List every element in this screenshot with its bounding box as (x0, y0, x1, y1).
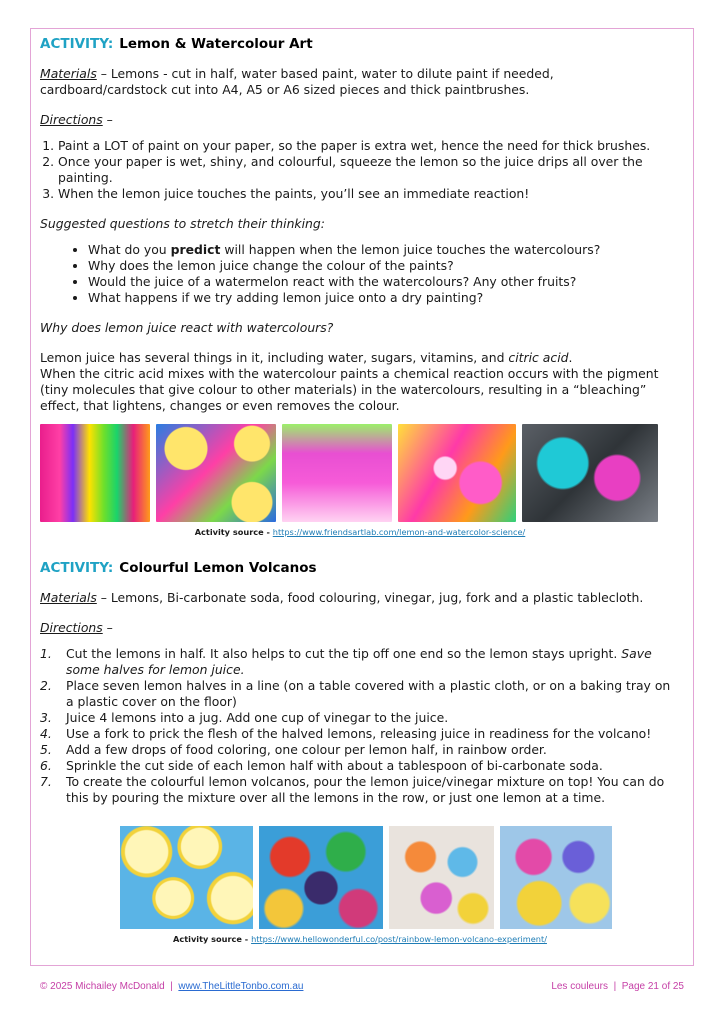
directions-list (40, 138, 680, 202)
materials-paragraph (40, 590, 680, 606)
list-item (40, 774, 680, 806)
footer-left (40, 981, 303, 992)
list-item: • Why does the lemon juice change the colour of the paints? (88, 258, 680, 274)
directions-heading (40, 112, 680, 128)
list-item: • What happens if we try adding lemon juice onto a dry painting? (88, 290, 680, 306)
photo-watercolour-stripes (40, 424, 150, 522)
q1-before: What do you (88, 242, 171, 257)
photo-pink-wash (282, 424, 392, 522)
step-text: To create the colourful lemon volcanos, pour the lemon juice/vinegar mixture on top! You can do this by pouring the mixture over all the lemons in the row, or just one lemon at a time. (66, 774, 665, 805)
activity-label: ACTIVITY: (40, 560, 114, 576)
list-item (40, 646, 680, 678)
photo-lemon-volcanos (500, 826, 612, 929)
why-heading: Why does lemon juice react with watercolours? (40, 320, 334, 335)
list-item: 3. When the lemon juice touches the paints, you’ll see an immediate reaction! (58, 186, 680, 202)
activity-title: Lemon & Watercolour Art (119, 36, 313, 52)
source-label: Activity source - (194, 527, 273, 537)
step-number: 6. (40, 758, 52, 773)
step-text: Sprinkle the cut side of each lemon half with about a tablespoon of bi-carbonate soda. (66, 758, 603, 773)
step-number: 4. (40, 726, 52, 741)
photo-lemon-halves (120, 826, 253, 929)
photo-coloured-lemons (259, 826, 383, 929)
activity-label: ACTIVITY: (40, 36, 114, 52)
q1-after: will happen when the lemon juice touches the watercolours? (220, 242, 601, 257)
list-item (40, 758, 680, 774)
source-label: Activity source - (173, 934, 252, 944)
photo-strip-1 (40, 424, 680, 522)
source-link[interactable]: https://www.hellowonderful.co/post/rainbow-lemon-volcano-experiment/ (251, 934, 547, 944)
source-link[interactable]: https://www.friendsartlab.com/lemon-and-watercolor-science/ (272, 527, 526, 537)
list-item (40, 742, 680, 758)
why-p1-before: Lemon juice has several things in it, including water, sugars, vitamins, and (40, 350, 509, 365)
photo-bleached-splash (398, 424, 516, 522)
list-item: • Would the juice of a watermelon react with the watercolours? Any other fruits? (88, 274, 680, 290)
list-item: 2. Once your paper is wet, shiny, and colourful, squeeze the lemon so the juice drips all over the painting. (58, 154, 680, 186)
step-text: Use a fork to prick the flesh of the halved lemons, releasing juice in readiness for the volcano! (66, 726, 652, 741)
copyright-text: © 2025 Michailey McDonald (40, 981, 165, 992)
step-note: Save some halves for lemon juice. (66, 646, 652, 677)
volcano-steps-list (40, 646, 680, 806)
step-text: Cut the lemons in half. It also helps to cut the tip off one end so the lemon stays upright. (66, 646, 622, 661)
directions-label: Directions (40, 620, 103, 635)
list-item (88, 242, 680, 258)
activity-title: Colourful Lemon Volcanos (119, 560, 317, 576)
questions-list (40, 242, 680, 306)
website-link[interactable]: www.TheLittleTonbo.com.au (178, 981, 304, 992)
footer-page-info: Les couleurs | Page 21 of 25 (551, 981, 684, 992)
why-p1-italic: citric acid (508, 350, 569, 365)
step-text: Add a few drops of food coloring, one colour per lemon half, in rainbow order. (66, 742, 547, 757)
directions-suffix: – (102, 620, 113, 635)
step-text: Juice 4 lemons into a jug. Add one cup of vinegar to the juice. (66, 710, 449, 725)
directions-heading (40, 620, 680, 636)
materials-label: Materials (40, 66, 97, 81)
step-number: 5. (40, 742, 52, 757)
list-item (40, 678, 680, 710)
directions-suffix: – (102, 112, 113, 127)
step-number: 7. (40, 774, 52, 789)
photo-strip-2 (120, 826, 680, 929)
activity-source-1 (40, 524, 680, 540)
step-number: 1. (40, 646, 52, 661)
q1-bold: predict (170, 242, 221, 257)
questions-heading: Suggested questions to stretch their thinking: (40, 216, 325, 231)
step-number: 2. (40, 678, 52, 693)
materials-text: – Lemons - cut in half, water based paint, water to dilute paint if needed, cardboard/cardstock cut into A4, A5 or A6 sized pieces and thick paintbrushes. (40, 66, 554, 97)
photo-table-paintings (522, 424, 658, 522)
photo-lemons-painting (156, 424, 276, 522)
materials-paragraph (40, 66, 680, 98)
photo-fizzing-lemons (389, 826, 494, 929)
step-number: 3. (40, 710, 52, 725)
list-item: 1. Paint a LOT of paint on your paper, so the paper is extra wet, hence the need for thick brushes. (58, 138, 680, 154)
activity-heading-1 (40, 36, 680, 52)
footer-separator: | (170, 981, 173, 992)
why-p1-after: . (568, 350, 573, 365)
activity-source-2 (40, 931, 680, 947)
activity-heading-2 (40, 560, 680, 576)
materials-text: – Lemons, Bi-carbonate soda, food colouring, vinegar, jug, fork and a plastic tablecloth. (96, 590, 644, 605)
why-paragraph-1 (40, 350, 680, 366)
why-paragraph-2: When the citric acid mixes with the watercolour paints a chemical reaction occurs with the pigment (tiny molecules that give colour to other materials) in the watercolours, resulting in a “bleaching” effect, that lightens, changes or even removes the colour. (40, 366, 659, 413)
list-item (40, 726, 680, 742)
list-item (40, 710, 680, 726)
step-text: Place seven lemon halves in a line (on a table covered with a plastic cloth, or on a baking tray on a plastic cover on the floor) (66, 678, 671, 709)
directions-label: Directions (40, 112, 103, 127)
materials-label: Materials (40, 590, 97, 605)
page-content (40, 34, 680, 947)
